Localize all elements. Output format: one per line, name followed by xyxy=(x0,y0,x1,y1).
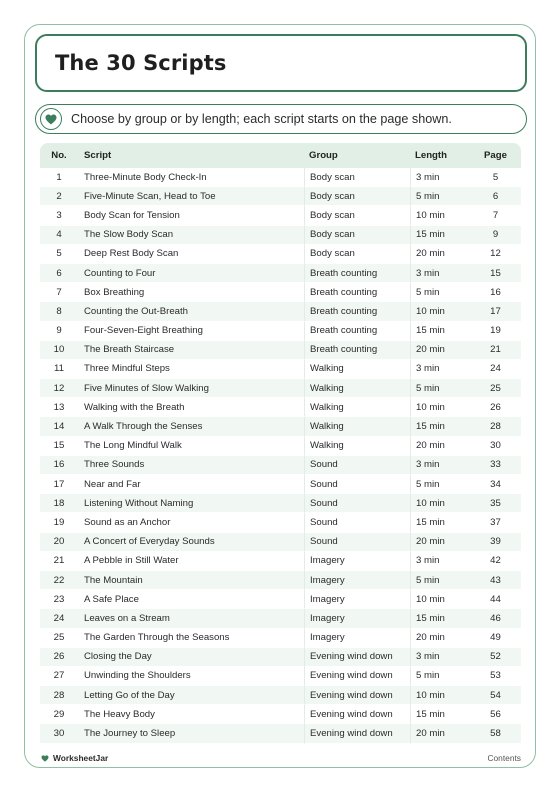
row-number: 9 xyxy=(40,322,78,341)
script-length: 15 min xyxy=(410,705,470,724)
script-group: Sound xyxy=(304,456,410,475)
table-row xyxy=(40,245,521,264)
script-page: 15 xyxy=(470,264,521,283)
script-name: The Garden Through the Seasons xyxy=(78,629,304,648)
row-number: 23 xyxy=(40,590,78,609)
heart-icon xyxy=(41,755,49,762)
script-name: Leaves on a Stream xyxy=(78,609,304,628)
title-banner xyxy=(35,34,527,92)
table-row xyxy=(40,341,521,360)
script-page: 39 xyxy=(470,533,521,552)
table-row xyxy=(40,590,521,609)
intro-text: Choose by group or by length; each script starts on the page shown. xyxy=(71,112,452,126)
brand-name: WorksheetJar xyxy=(53,753,109,763)
script-group: Imagery xyxy=(304,590,410,609)
script-page: 30 xyxy=(470,437,521,456)
table-row xyxy=(40,264,521,283)
script-length: 10 min xyxy=(410,302,470,321)
row-number: 22 xyxy=(40,571,78,590)
script-group: Body scan xyxy=(304,206,410,225)
page-footer xyxy=(41,751,521,765)
script-length: 15 min xyxy=(410,513,470,532)
script-length: 3 min xyxy=(410,264,470,283)
row-number: 4 xyxy=(40,226,78,245)
script-length: 20 min xyxy=(410,724,470,743)
row-number: 8 xyxy=(40,302,78,321)
script-group: Evening wind down xyxy=(304,724,410,743)
script-length: 3 min xyxy=(410,168,470,187)
script-length: 3 min xyxy=(410,648,470,667)
row-number: 10 xyxy=(40,341,78,360)
row-number: 18 xyxy=(40,494,78,513)
header-no: No. xyxy=(40,143,78,168)
row-number: 14 xyxy=(40,417,78,436)
script-length: 20 min xyxy=(410,437,470,456)
script-group: Imagery xyxy=(304,571,410,590)
script-name: Closing the Day xyxy=(78,648,304,667)
row-number: 29 xyxy=(40,705,78,724)
script-page: 33 xyxy=(470,456,521,475)
table-row xyxy=(40,513,521,532)
script-page: 42 xyxy=(470,552,521,571)
script-length: 20 min xyxy=(410,341,470,360)
script-name: Counting to Four xyxy=(78,264,304,283)
script-group: Evening wind down xyxy=(304,705,410,724)
script-length: 10 min xyxy=(410,206,470,225)
row-number: 1 xyxy=(40,168,78,187)
table-row xyxy=(40,494,521,513)
script-page: 54 xyxy=(470,686,521,705)
script-page: 25 xyxy=(470,379,521,398)
script-group: Body scan xyxy=(304,168,410,187)
row-number: 11 xyxy=(40,360,78,379)
script-page: 46 xyxy=(470,609,521,628)
contents-link[interactable]: Contents xyxy=(487,753,521,763)
row-number: 27 xyxy=(40,667,78,686)
script-length: 5 min xyxy=(410,283,470,302)
table-row xyxy=(40,168,521,187)
script-group: Breath counting xyxy=(304,341,410,360)
row-number: 12 xyxy=(40,379,78,398)
script-page: 6 xyxy=(470,187,521,206)
row-number: 25 xyxy=(40,629,78,648)
script-name: Counting the Out-Breath xyxy=(78,302,304,321)
script-name: Box Breathing xyxy=(78,283,304,302)
script-page: 35 xyxy=(470,494,521,513)
script-group: Evening wind down xyxy=(304,686,410,705)
script-name: Three Mindful Steps xyxy=(78,360,304,379)
script-group: Body scan xyxy=(304,187,410,206)
script-page: 28 xyxy=(470,417,521,436)
table-row xyxy=(40,724,521,743)
script-length: 20 min xyxy=(410,245,470,264)
script-name: Letting Go of the Day xyxy=(78,686,304,705)
header-page: Page xyxy=(470,143,521,168)
table-row xyxy=(40,456,521,475)
script-length: 15 min xyxy=(410,322,470,341)
script-group: Breath counting xyxy=(304,283,410,302)
script-group: Walking xyxy=(304,360,410,379)
script-name: Five-Minute Scan, Head to Toe xyxy=(78,187,304,206)
page-title: The 30 Scripts xyxy=(55,51,227,75)
script-length: 5 min xyxy=(410,475,470,494)
script-group: Walking xyxy=(304,398,410,417)
row-number: 20 xyxy=(40,533,78,552)
script-name: A Safe Place xyxy=(78,590,304,609)
script-name: Five Minutes of Slow Walking xyxy=(78,379,304,398)
script-name: A Walk Through the Senses xyxy=(78,417,304,436)
script-length: 15 min xyxy=(410,226,470,245)
table-row xyxy=(40,322,521,341)
table-row xyxy=(40,302,521,321)
table-row xyxy=(40,475,521,494)
script-length: 3 min xyxy=(410,360,470,379)
script-group: Walking xyxy=(304,417,410,436)
row-number: 28 xyxy=(40,686,78,705)
worksheet-page xyxy=(24,24,536,768)
table-row xyxy=(40,379,521,398)
script-page: 24 xyxy=(470,360,521,379)
script-length: 15 min xyxy=(410,609,470,628)
row-number: 30 xyxy=(40,724,78,743)
heart-icon xyxy=(45,114,57,125)
script-name: The Journey to Sleep xyxy=(78,724,304,743)
table-row xyxy=(40,417,521,436)
script-page: 12 xyxy=(470,245,521,264)
table-row xyxy=(40,667,521,686)
script-group: Breath counting xyxy=(304,264,410,283)
header-script: Script xyxy=(78,143,304,168)
header-group: Group xyxy=(304,143,410,168)
table-row xyxy=(40,360,521,379)
script-name: The Mountain xyxy=(78,571,304,590)
script-page: 21 xyxy=(470,341,521,360)
script-name: Walking with the Breath xyxy=(78,398,304,417)
intro-note xyxy=(35,104,527,134)
script-name: Three-Minute Body Check-In xyxy=(78,168,304,187)
script-length: 10 min xyxy=(410,590,470,609)
script-group: Sound xyxy=(304,494,410,513)
script-page: 44 xyxy=(470,590,521,609)
script-length: 5 min xyxy=(410,571,470,590)
script-group: Imagery xyxy=(304,609,410,628)
row-number: 26 xyxy=(40,648,78,667)
script-name: A Concert of Everyday Sounds xyxy=(78,533,304,552)
table-row xyxy=(40,437,521,456)
script-name: Three Sounds xyxy=(78,456,304,475)
script-group: Walking xyxy=(304,379,410,398)
script-name: A Pebble in Still Water xyxy=(78,552,304,571)
script-page: 17 xyxy=(470,302,521,321)
row-number: 6 xyxy=(40,264,78,283)
script-length: 5 min xyxy=(410,379,470,398)
script-page: 49 xyxy=(470,629,521,648)
script-page: 9 xyxy=(470,226,521,245)
script-name: The Heavy Body xyxy=(78,705,304,724)
script-group: Imagery xyxy=(304,552,410,571)
script-name: Unwinding the Shoulders xyxy=(78,667,304,686)
script-name: Four-Seven-Eight Breathing xyxy=(78,322,304,341)
script-group: Breath counting xyxy=(304,322,410,341)
table-row xyxy=(40,571,521,590)
script-page: 43 xyxy=(470,571,521,590)
script-page: 53 xyxy=(470,667,521,686)
script-name: The Long Mindful Walk xyxy=(78,437,304,456)
table-row xyxy=(40,533,521,552)
script-name: Body Scan for Tension xyxy=(78,206,304,225)
script-group: Evening wind down xyxy=(304,667,410,686)
script-group: Breath counting xyxy=(304,302,410,321)
header-length: Length xyxy=(410,143,470,168)
script-page: 16 xyxy=(470,283,521,302)
table-row xyxy=(40,705,521,724)
table-row xyxy=(40,226,521,245)
script-page: 5 xyxy=(470,168,521,187)
script-group: Sound xyxy=(304,475,410,494)
script-group: Walking xyxy=(304,437,410,456)
row-number: 24 xyxy=(40,609,78,628)
script-page: 58 xyxy=(470,724,521,743)
script-group: Sound xyxy=(304,533,410,552)
row-number: 7 xyxy=(40,283,78,302)
script-page: 19 xyxy=(470,322,521,341)
script-name: The Breath Staircase xyxy=(78,341,304,360)
table-row xyxy=(40,398,521,417)
row-number: 2 xyxy=(40,187,78,206)
row-number: 19 xyxy=(40,513,78,532)
script-name: Near and Far xyxy=(78,475,304,494)
heart-badge xyxy=(40,108,62,130)
script-group: Body scan xyxy=(304,245,410,264)
script-page: 34 xyxy=(470,475,521,494)
row-number: 17 xyxy=(40,475,78,494)
script-page: 26 xyxy=(470,398,521,417)
script-group: Sound xyxy=(304,513,410,532)
table-row xyxy=(40,629,521,648)
scripts-table xyxy=(40,143,521,744)
script-group: Imagery xyxy=(304,629,410,648)
table-row xyxy=(40,206,521,225)
script-group: Body scan xyxy=(304,226,410,245)
table-row xyxy=(40,283,521,302)
table-row xyxy=(40,187,521,206)
row-number: 15 xyxy=(40,437,78,456)
script-page: 52 xyxy=(470,648,521,667)
table-row xyxy=(40,552,521,571)
script-page: 37 xyxy=(470,513,521,532)
script-page: 7 xyxy=(470,206,521,225)
script-group: Evening wind down xyxy=(304,648,410,667)
script-name: Sound as an Anchor xyxy=(78,513,304,532)
script-length: 5 min xyxy=(410,187,470,206)
script-page: 56 xyxy=(470,705,521,724)
table-row xyxy=(40,648,521,667)
row-number: 5 xyxy=(40,245,78,264)
table-header-row xyxy=(40,143,521,168)
row-number: 13 xyxy=(40,398,78,417)
table-row xyxy=(40,686,521,705)
script-name: Listening Without Naming xyxy=(78,494,304,513)
script-name: The Slow Body Scan xyxy=(78,226,304,245)
script-length: 3 min xyxy=(410,456,470,475)
table-body xyxy=(40,168,521,744)
script-length: 10 min xyxy=(410,686,470,705)
script-length: 3 min xyxy=(410,552,470,571)
table-row xyxy=(40,609,521,628)
script-length: 5 min xyxy=(410,667,470,686)
script-name: Deep Rest Body Scan xyxy=(78,245,304,264)
row-number: 21 xyxy=(40,552,78,571)
row-number: 16 xyxy=(40,456,78,475)
script-length: 20 min xyxy=(410,533,470,552)
script-length: 20 min xyxy=(410,629,470,648)
script-length: 10 min xyxy=(410,398,470,417)
script-length: 10 min xyxy=(410,494,470,513)
brand-mark xyxy=(41,753,108,763)
row-number: 3 xyxy=(40,206,78,225)
script-length: 15 min xyxy=(410,417,470,436)
